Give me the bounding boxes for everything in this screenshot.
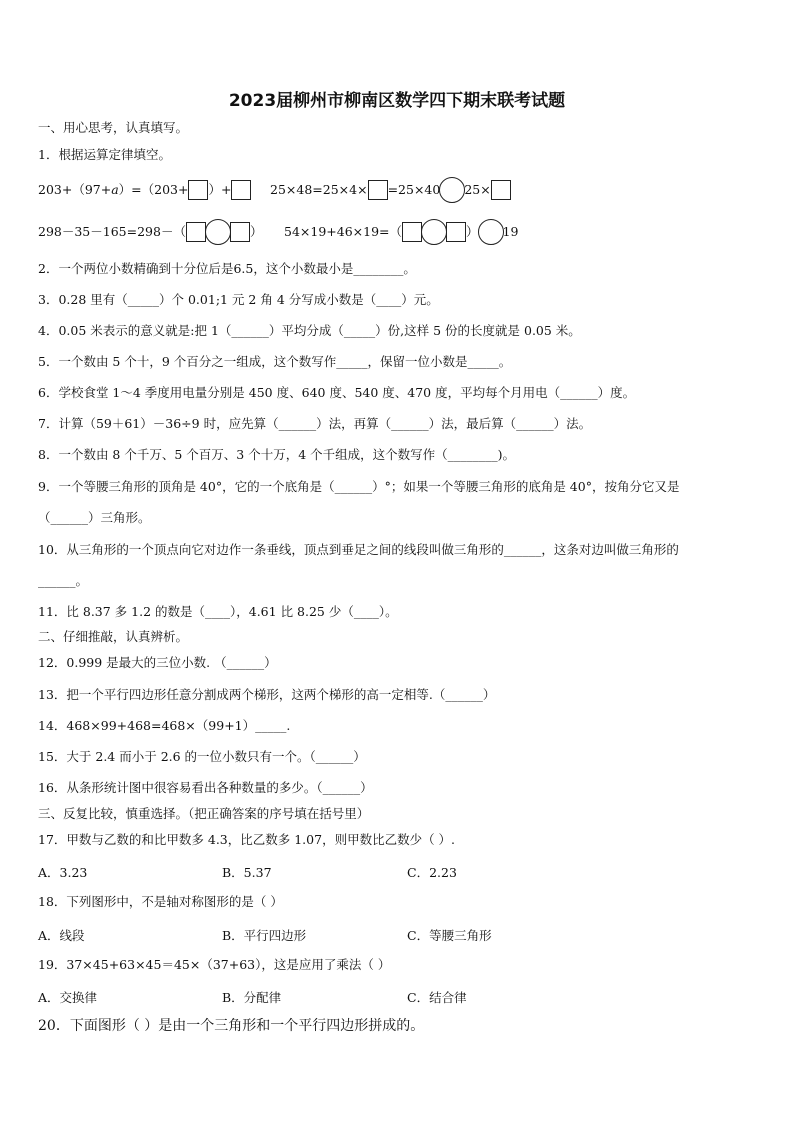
question-11: 11．比 8.37 多 1.2 的数是（____），4.61 比 8.25 少（____）。	[38, 604, 398, 619]
question-5: 5．一个数由 5 个十，9 个百分之一组成，这个数写作_____，保留一位小数是_____。	[38, 354, 512, 369]
question-9-line-1: 9．一个等腰三角形的顶角是 40°，它的一个底角是（______）°；如果一个等腰三角形的底角是 40°，按角分它又是	[38, 479, 680, 494]
question-18: 18．下列图形中，不是轴对称图形的是（ ）	[38, 894, 283, 909]
question-9-line-2: （______）三角形。	[38, 510, 151, 525]
section-2-heading: 二、仔细推敲，认真辨析。	[38, 629, 189, 644]
answer-box[interactable]	[230, 222, 250, 242]
equation-text: 25×48=25×4×	[270, 182, 368, 197]
question-18-option-a[interactable]: A．线段	[38, 928, 85, 943]
question-19-option-c[interactable]: C．结合律	[407, 990, 467, 1005]
answer-box[interactable]	[491, 180, 511, 200]
question-14: 14．468×99+468=468×（99+1）_____.	[38, 718, 291, 733]
question-18-option-b[interactable]: B．平行四边形	[222, 928, 307, 943]
question-3: 3．0.28 里有（_____）个 0.01;1 元 2 角 4 分写成小数是（____）元。	[38, 292, 439, 307]
equation-text: ）+	[208, 182, 232, 197]
equation-text: 25×	[464, 182, 491, 197]
question-10-line-1: 10．从三角形的一个顶点向它对边作一条垂线，顶点到垂足之间的线段叫做三角形的______，这条对边叫做三角形的	[38, 542, 679, 557]
question-13: 13．把一个平行四边形任意分割成两个梯形，这两个梯形的高一定相等.（______）	[38, 687, 496, 702]
equation-text: 203+（97+	[38, 182, 112, 197]
question-15: 15．大于 2.4 而小于 2.6 的一位小数只有一个。（______）	[38, 749, 366, 764]
answer-box[interactable]	[231, 180, 251, 200]
question-17-option-a[interactable]: A．3.23	[38, 865, 88, 880]
answer-box[interactable]	[402, 222, 422, 242]
answer-box[interactable]	[186, 222, 206, 242]
question-17: 17．甲数与乙数的和比甲数多 4.3，比乙数多 1.07，则甲数比乙数少（ ）.	[38, 832, 456, 847]
distributive-equation	[284, 221, 518, 243]
operator-circle[interactable]	[439, 177, 465, 203]
variable-a: a	[111, 182, 119, 197]
answer-box[interactable]	[368, 180, 388, 200]
question-17-option-c[interactable]: C．2.23	[407, 865, 457, 880]
page-title: 2023届柳州市柳南区数学四下期末联考试题	[228, 91, 566, 111]
associative-addition-equation	[38, 179, 251, 201]
question-7: 7．计算（59＋61）－36÷9 时，应先算（______）法，再算（______）法，最后算（______）法。	[38, 416, 592, 431]
equation-text: 298－35－165=298－（	[38, 224, 186, 239]
answer-box[interactable]	[446, 222, 466, 242]
section-1-heading: 一、用心思考，认真填写。	[38, 120, 189, 135]
subtraction-equation	[38, 221, 262, 243]
question-19: 19．37×45+63×45＝45×（37+63），这是应用了乘法（ ）	[38, 957, 391, 972]
question-4: 4．0.05 米表示的意义就是:把 1（______）平均分成（_____）份,这样 5 份的长度就是 0.05 米。	[38, 323, 581, 338]
operator-circle[interactable]	[421, 219, 447, 245]
question-18-option-c[interactable]: C．等腰三角形	[407, 928, 492, 943]
equation-text: ）=（203+	[118, 182, 189, 197]
question-12: 12．0.999 是最大的三位小数. （______）	[38, 655, 277, 670]
question-19-option-a[interactable]: A．交换律	[38, 990, 98, 1005]
equation-text: =25×40	[387, 182, 441, 197]
question-16: 16．从条形统计图中很容易看出各种数量的多少。（______）	[38, 780, 373, 795]
question-17-option-b[interactable]: B．5.37	[222, 865, 272, 880]
equation-text: ）	[466, 224, 479, 239]
equation-text: ）	[249, 224, 263, 239]
question-19-option-b[interactable]: B．分配律	[222, 990, 282, 1005]
operator-circle[interactable]	[205, 219, 231, 245]
question-2: 2．一个两位小数精确到十分位后是6.5，这个小数最小是________。	[38, 261, 416, 276]
question-8: 8．一个数由 8 个千万、5 个百万、3 个十万，4 个千组成，这个数写作（________)。	[38, 447, 516, 462]
question-20: 20．下面图形（ ）是由一个三角形和一个平行四边形拼成的。	[38, 1018, 425, 1034]
section-3-heading: 三、反复比较，慎重选择。（把正确答案的序号填在括号里）	[38, 806, 370, 821]
question-1-heading: 1．根据运算定律填空。	[38, 147, 171, 162]
equation-text: 54×19+46×19=（	[284, 224, 403, 239]
equation-text: 19	[502, 224, 519, 239]
operator-circle[interactable]	[478, 219, 504, 245]
question-6: 6．学校食堂 1～4 季度用电量分别是 450 度、640 度、540 度、470 度，平均每个月用电（______）度。	[38, 385, 636, 400]
answer-box[interactable]	[188, 180, 208, 200]
question-10-line-2: ______。	[38, 573, 89, 588]
multiplication-equation	[270, 179, 511, 201]
